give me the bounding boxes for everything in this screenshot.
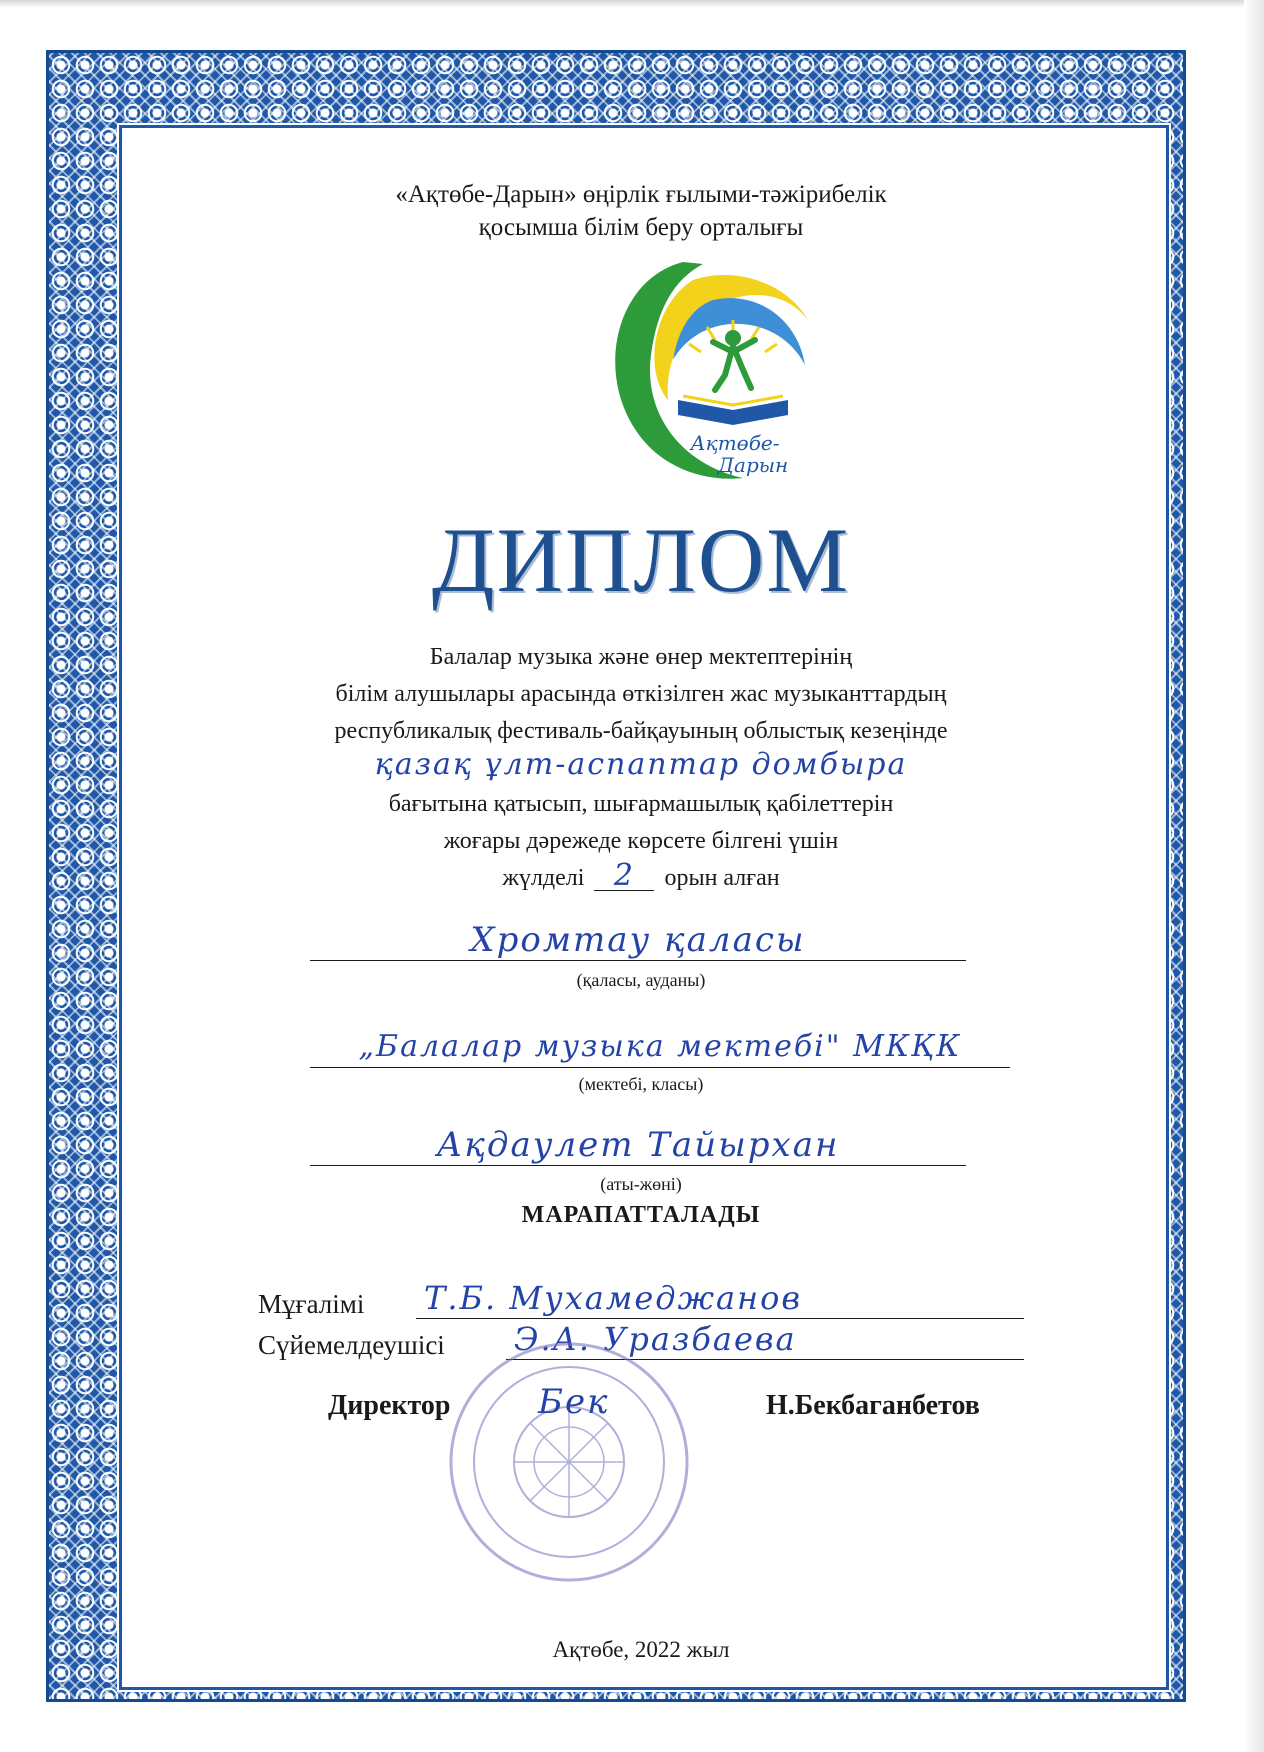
accompanist-label: Сүйемелдеушісі — [258, 1330, 445, 1360]
body-line-3: республикалық фестиваль-байқауының облыстық кезеңінде — [334, 718, 948, 744]
official-stamp — [444, 1337, 694, 1587]
school-caption: (мектебі, класы) — [578, 1074, 704, 1094]
name-caption: (аты-жөні) — [600, 1174, 682, 1194]
school-field: „Балалар музыка мектебі" МКҚК — [310, 1027, 1010, 1068]
page-edge — [0, 0, 1264, 8]
director-signature: Бек — [538, 1382, 610, 1422]
teacher-label: Мұғалімі — [258, 1289, 365, 1319]
place-handwritten: 2 — [594, 862, 654, 891]
diploma-content — [116, 122, 1166, 1687]
organization-header — [116, 178, 1166, 244]
place-and-year: Ақтөбе, 2022 жыл — [552, 1637, 730, 1662]
teacher-signature: Т.Б. Мухамеджанов — [416, 1278, 1024, 1319]
organization-line-1: «Ақтөбе-Дарын» өңірлік ғылыми-тәжірибелік — [395, 181, 887, 208]
logo-figure-body — [713, 340, 755, 390]
body-line-2: білім алушылары арасында өткізілген жас музыканттардың — [335, 681, 947, 707]
body-line-1: Балалар музыка және өнер мектептерінің — [429, 644, 853, 670]
aktobe-daryn-logo — [573, 250, 833, 500]
page-edge-shadow — [1244, 0, 1264, 1752]
organization-line-2: қосымша білім беру орталығы — [478, 214, 804, 241]
director-name: Н.Бекбаганбетов — [766, 1390, 980, 1421]
body-line-5: жоғары дәрежеде көрсете білгені үшін — [443, 828, 839, 854]
name-field: Ақдаулет Тайырхан — [310, 1125, 966, 1166]
body-line-4: бағытына қатысып, шығармашылық қабілеттерін — [388, 791, 894, 817]
awarded-label: МАРАПАТТАЛАДЫ — [521, 1202, 761, 1228]
accompanist-signature: Э.А. Уразбаева — [506, 1319, 1024, 1360]
place-suffix: орын алған — [664, 865, 780, 891]
city-field: Хромтау қаласы — [310, 920, 966, 961]
city-caption: (қаласы, ауданы) — [576, 970, 706, 990]
director-label: Директор — [328, 1390, 451, 1421]
place-line — [116, 858, 1166, 893]
diploma-title: ДИПЛОМ — [431, 509, 851, 611]
direction-handwritten: қазақ ұлт-аспаптар домбыра — [374, 747, 908, 782]
logo-text-line1: Ақтөбе- — [690, 431, 780, 455]
place-prefix: жүлделі — [502, 865, 585, 891]
logo-text-line2: Дарын — [717, 453, 789, 477]
